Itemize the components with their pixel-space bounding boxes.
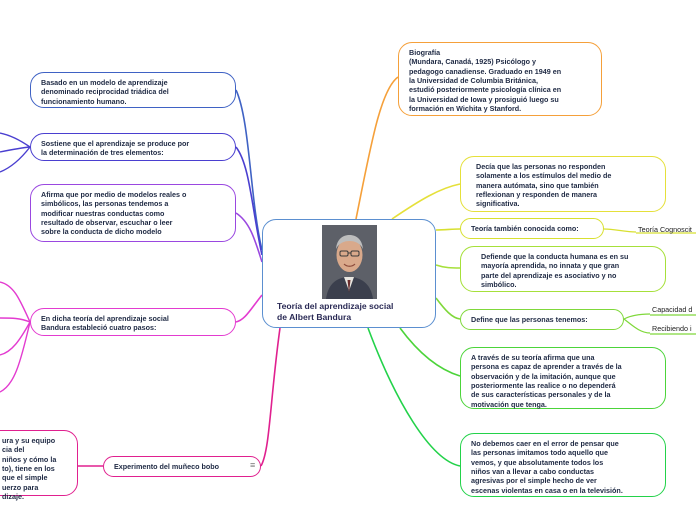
node-text-line: Define que las personas tenemos: (471, 315, 588, 324)
central-topic-title (277, 301, 393, 322)
node-text-line: pedagogo canadiense. Graduado en 1949 en (409, 66, 562, 76)
node-text-line: escenas violentas en casa o en la televisión. (471, 485, 623, 495)
node-text-line: cia del (2, 445, 25, 455)
node-text-line: reflexionan y responden de manera (476, 190, 598, 200)
node-text-line: simbólico. (481, 280, 517, 290)
node-text-line: niños y cómo la (2, 454, 57, 464)
central-title-line: Teoría del aprendizaje social (277, 301, 394, 311)
subtopic-teoria-cognoscitiva[interactable]: Teoría Cognoscit (638, 225, 692, 234)
node-text-line: simbólicos, las personas tendemos a (41, 199, 169, 209)
node-text-line: uerzo para (2, 482, 39, 492)
node-text-line: formación en Wichita y Stanford. (409, 104, 522, 114)
node-text-line: de sus características personales y de la (471, 390, 611, 400)
node-text-line: Teoría también conocida como: (471, 224, 579, 233)
collapse-menu-icon[interactable]: ≡ (250, 460, 256, 470)
node-text-line: No debemos caer en el error de pensar que (471, 439, 619, 448)
node-text-line: que el simple (2, 473, 48, 483)
node-text-line: ura y su equipo (2, 436, 56, 445)
node-text-line: niños van a llevar a cabo conductas (471, 467, 595, 477)
node-text-line: agresivas por el simple hecho de ver (471, 476, 597, 486)
node-text-line: Basado en un modelo de aprendizaje (41, 78, 168, 87)
node-text-line: manera autómata, sino que también (476, 180, 599, 190)
right-topic-tambien-conocida[interactable] (460, 218, 604, 239)
left-topic-tres-elementos[interactable] (30, 133, 236, 161)
node-text-line: significativa. (476, 199, 520, 209)
node-text-line: to), tiene en los (2, 464, 55, 474)
node-text-line: parte del aprendizaje es asociativo y no (481, 270, 617, 280)
left-topic-modelos-reales[interactable] (30, 184, 236, 242)
portrait-photo (322, 225, 377, 299)
subtopic-capacidad[interactable]: Capacidad d (652, 305, 693, 314)
node-text-line: resultado de observar, escuchar o leer (41, 218, 173, 228)
node-text-line: funcionamiento humano. (41, 96, 127, 106)
node-text-line: sobre la conducta de dicho modelo (41, 227, 162, 237)
subtopic-recibiendo[interactable]: Recibiendo i (652, 324, 692, 333)
right-topic-estimulos[interactable] (460, 156, 666, 212)
node-text-line: la Universidad de Columbia Británica, (409, 76, 539, 86)
node-text-line: la Universidad de Iowa y prosiguió luego su (409, 94, 559, 104)
right-topic-biografia[interactable] (398, 42, 602, 116)
node-text-line: Defiende que la conducta humana es en su (481, 252, 629, 261)
node-text-line: la determinación de tres elementos: (41, 148, 164, 158)
node-text-line: (Mundara, Canadá, 1925) Psicólogo y (409, 57, 537, 67)
node-text-line: A través de su teoría afirma que una (471, 353, 595, 362)
node-text-line: Sostiene que el aprendizaje se produce por (41, 139, 190, 148)
left-topic-modelo-reciprocidad[interactable] (30, 72, 236, 108)
node-text-line: vemos, y que absolutamente todos los (471, 457, 604, 467)
node-text-line: Decía que las personas no responden (476, 162, 606, 171)
node-text-line: dizaje. (2, 492, 24, 502)
node-text-line: las personas imitamos todo aquello que (471, 448, 608, 458)
node-text-line: Experimento del muñeco bobo (114, 462, 220, 471)
node-text-line: solamente a los estímulos del medio de (476, 171, 612, 181)
central-title-line: de Albert Bandura (277, 311, 352, 322)
node-text-line: mayoría aprendida, no innata y que gran (481, 261, 620, 271)
left-partial-experimento-detail[interactable] (0, 430, 78, 502)
node-text-line: motivación que tenga. (471, 399, 547, 409)
right-topic-observacion-imitacion[interactable] (460, 347, 666, 409)
central-topic-node[interactable] (262, 219, 436, 328)
node-text-line: Bandura estableció cuatro pasos: (41, 323, 157, 333)
right-topic-personas-tenemos[interactable] (460, 309, 624, 330)
node-text-line: posteriormente las realice o no dependerá (471, 381, 616, 391)
left-topic-cuatro-pasos[interactable] (30, 308, 236, 336)
right-topic-conductas-agresivas[interactable] (460, 433, 666, 497)
left-topic-experimento-bobo[interactable] (103, 456, 261, 477)
node-text-line: Afirma que por medio de modelos reales o (41, 190, 187, 199)
node-text-line: En dicha teoría del aprendizaje social (41, 314, 169, 323)
node-text-line: Biografía (409, 48, 441, 57)
node-text-line: observación y de la imitación, aunque que (471, 371, 616, 381)
portrait-illustration (322, 225, 377, 299)
node-text-line: modificar nuestras conductas como (41, 208, 165, 218)
right-topic-conducta-aprendida[interactable] (460, 246, 666, 292)
node-text-line: persona es capaz de aprender a través de la (471, 362, 622, 372)
node-text-line: denominado reciprocidad triádica del (41, 87, 169, 97)
node-text-line: estudió posteriormente psicología clínica en (409, 85, 562, 95)
